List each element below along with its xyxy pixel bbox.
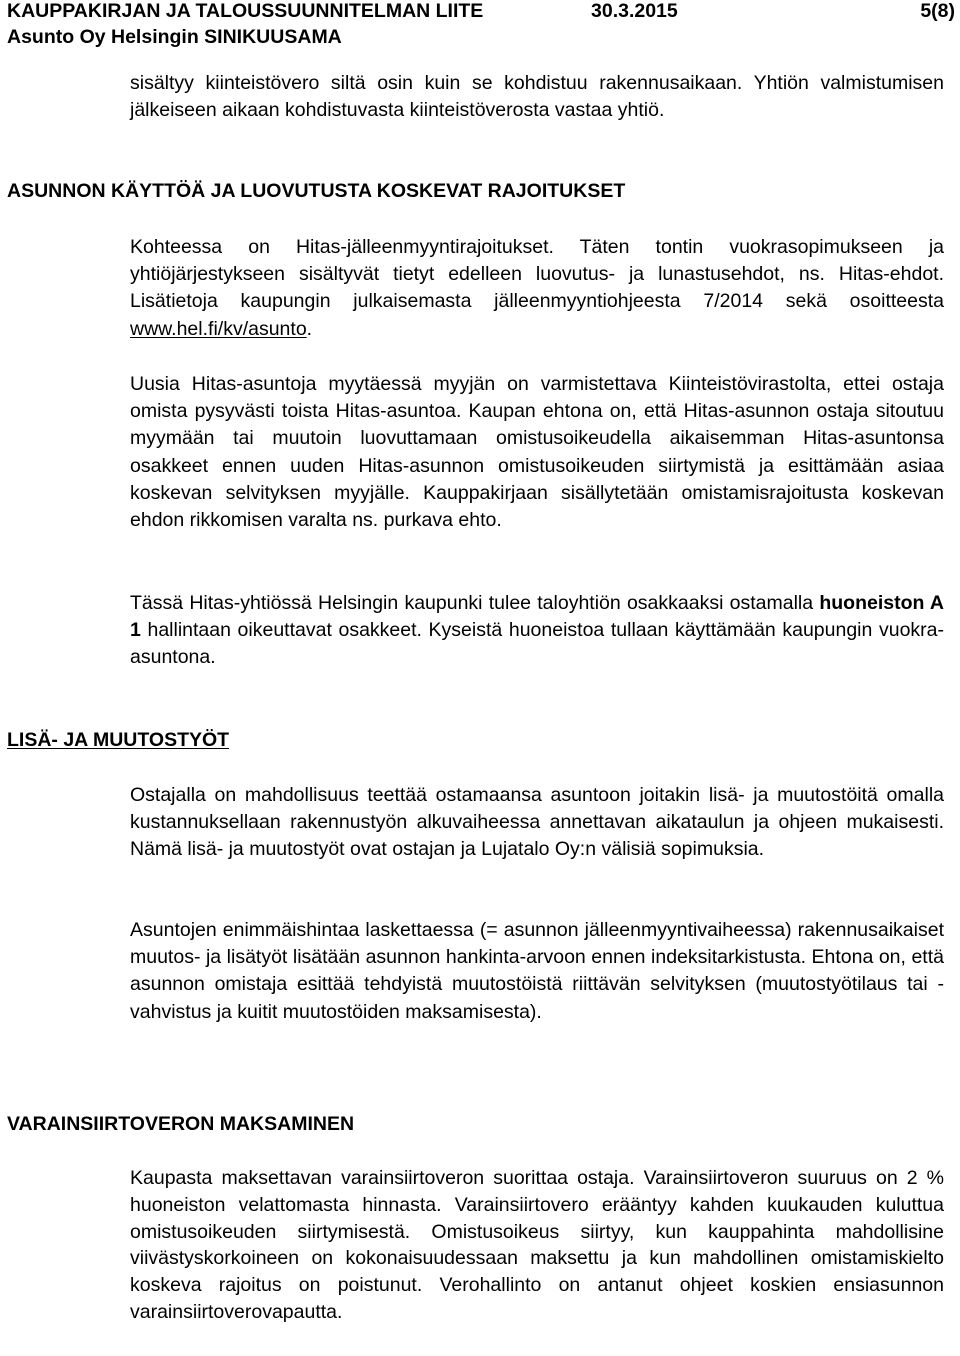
restrictions-paragraph-1 [130, 234, 944, 343]
section-heading-transfer-tax: VARAINSIIRTOVERON MAKSAMINEN [7, 1113, 355, 1135]
section-heading-restrictions: ASUNNON KÄYTTÖÄ JA LUOVUTUSTA KOSKEVAT RAJOITUKSET [7, 180, 626, 202]
page-header [7, 0, 955, 22]
transfer-tax-paragraph: Kaupasta maksettavan varainsiirtoveron suorittaa ostaja. Varainsiirtoveron suuruus on 2 % huoneiston velattomasta hinnasta. Varainsiirtovero erääntyy kahden kuukauden kuluttua omistusoikeuden siirtymisestä. Omistusoikeus siirtyy, kun kauppahinta mahdollisine viivästyskorkoineen on kokonaisuudessaan maksettu ja kun mahdollinen omistamiskielto koskeva rajoitus on poistunut. Verohallinto on antanut ohjeet koskien ensiasunnon varainsiirtoverovapautta. [130, 1167, 944, 1323]
restrictions-paragraph-1-end: . [306, 317, 313, 340]
modifications-paragraph-2: Asuntojen enimmäishintaa laskettaessa (= asunnon jälleenmyyntivaiheessa) rakennusaikaiset muutos- ja lisätyöt lisätään asunnon hankinta-arvoon ennen indeksitarkistusta. Ehtona on, että asunnon omistaja esittää tehdyistä muutostöistä riittävän selvityksen (muutostyötilaus tai -vahvistus ja kuitit muutostöiden maksamisesta). [130, 919, 944, 1023]
intro-paragraph: sisältyy kiinteistövero siltä osin kuin se kohdistuu rakennusaikaan. Yhtiön valmistumisen jälkeiseen aikaan kohdistuvasta kiinteistöverosta vastaa yhtiö. [130, 72, 944, 122]
section-heading-modifications: LISÄ- JA MUUTOSTYÖT [7, 729, 230, 751]
modifications-paragraph-1: Ostajalla on mahdollisuus teettää ostamaansa asuntoon joitakin lisä- ja muutostöitä omalla kustannuksellaan rakennustyön alkuvaiheessa annettavan aikataulun ja ohjeen mukaisesti. Nämä lisä- ja muutostyöt ovat ostajan ja Lujatalo Oy:n välisiä sopimuksia. [130, 784, 944, 861]
company-name: Asunto Oy Helsingin SINIKUUSAMA [7, 26, 342, 48]
restrictions-paragraph-3-start: Tässä Hitas-yhtiössä Helsingin kaupunki tulee taloyhtiön osakkaaksi ostamalla [130, 592, 820, 614]
restrictions-paragraph-2: Uusia Hitas-asuntoja myytäessä myyjän on varmistettava Kiinteistövirastolta, ettei ostaja omista pysyvästi toista Hitas-asuntoa. Kaupan ehtona on, että Hitas-asunnon ostaja sitoutuu myymään tai muutoin luovuttamaan omistusoikeudella aikaisemman Hitas-asuntonsa osakkeet ennen uuden Hitas-asunnon omistusoikeuden siirtymistä ja esittämään asiaa koskevan selvityksen myyjälle. Kauppakirjaan sisällytetään omistamisrajoitusta koskevan ehdon rikkomisen varalta ns. purkava ehto. [130, 373, 944, 532]
document-title: KAUPPAKIRJAN JA TALOUSSUUNNITELMAN LIITE [7, 0, 484, 22]
restrictions-paragraph-1-text: Kohteessa on Hitas-jälleenmyyntirajoitukset. Täten tontin vuokrasopimukseen ja yhtiöjärjestykseen sisältyvät tietyt edelleen luovutus- ja lunastusehdot, ns. Hitas-ehdot. Lisätietoja kaupungin julkaisemasta jälleenmyyntiohjeesta 7/2014 sekä osoitteesta [130, 236, 944, 313]
asunto-link[interactable]: www.hel.fi/kv/asunto [130, 317, 307, 340]
restrictions-paragraph-3 [130, 590, 944, 672]
page-number: 5(8) [920, 0, 955, 22]
document-date: 30.3.2015 [591, 0, 678, 22]
apartment-identifier: huoneiston A 1 [130, 592, 945, 642]
restrictions-paragraph-3-end: hallintaan oikeuttavat osakkeet. Kyseistä huoneistoa tullaan käyttämään kaupungin vuokra-asuntona. [130, 619, 944, 669]
